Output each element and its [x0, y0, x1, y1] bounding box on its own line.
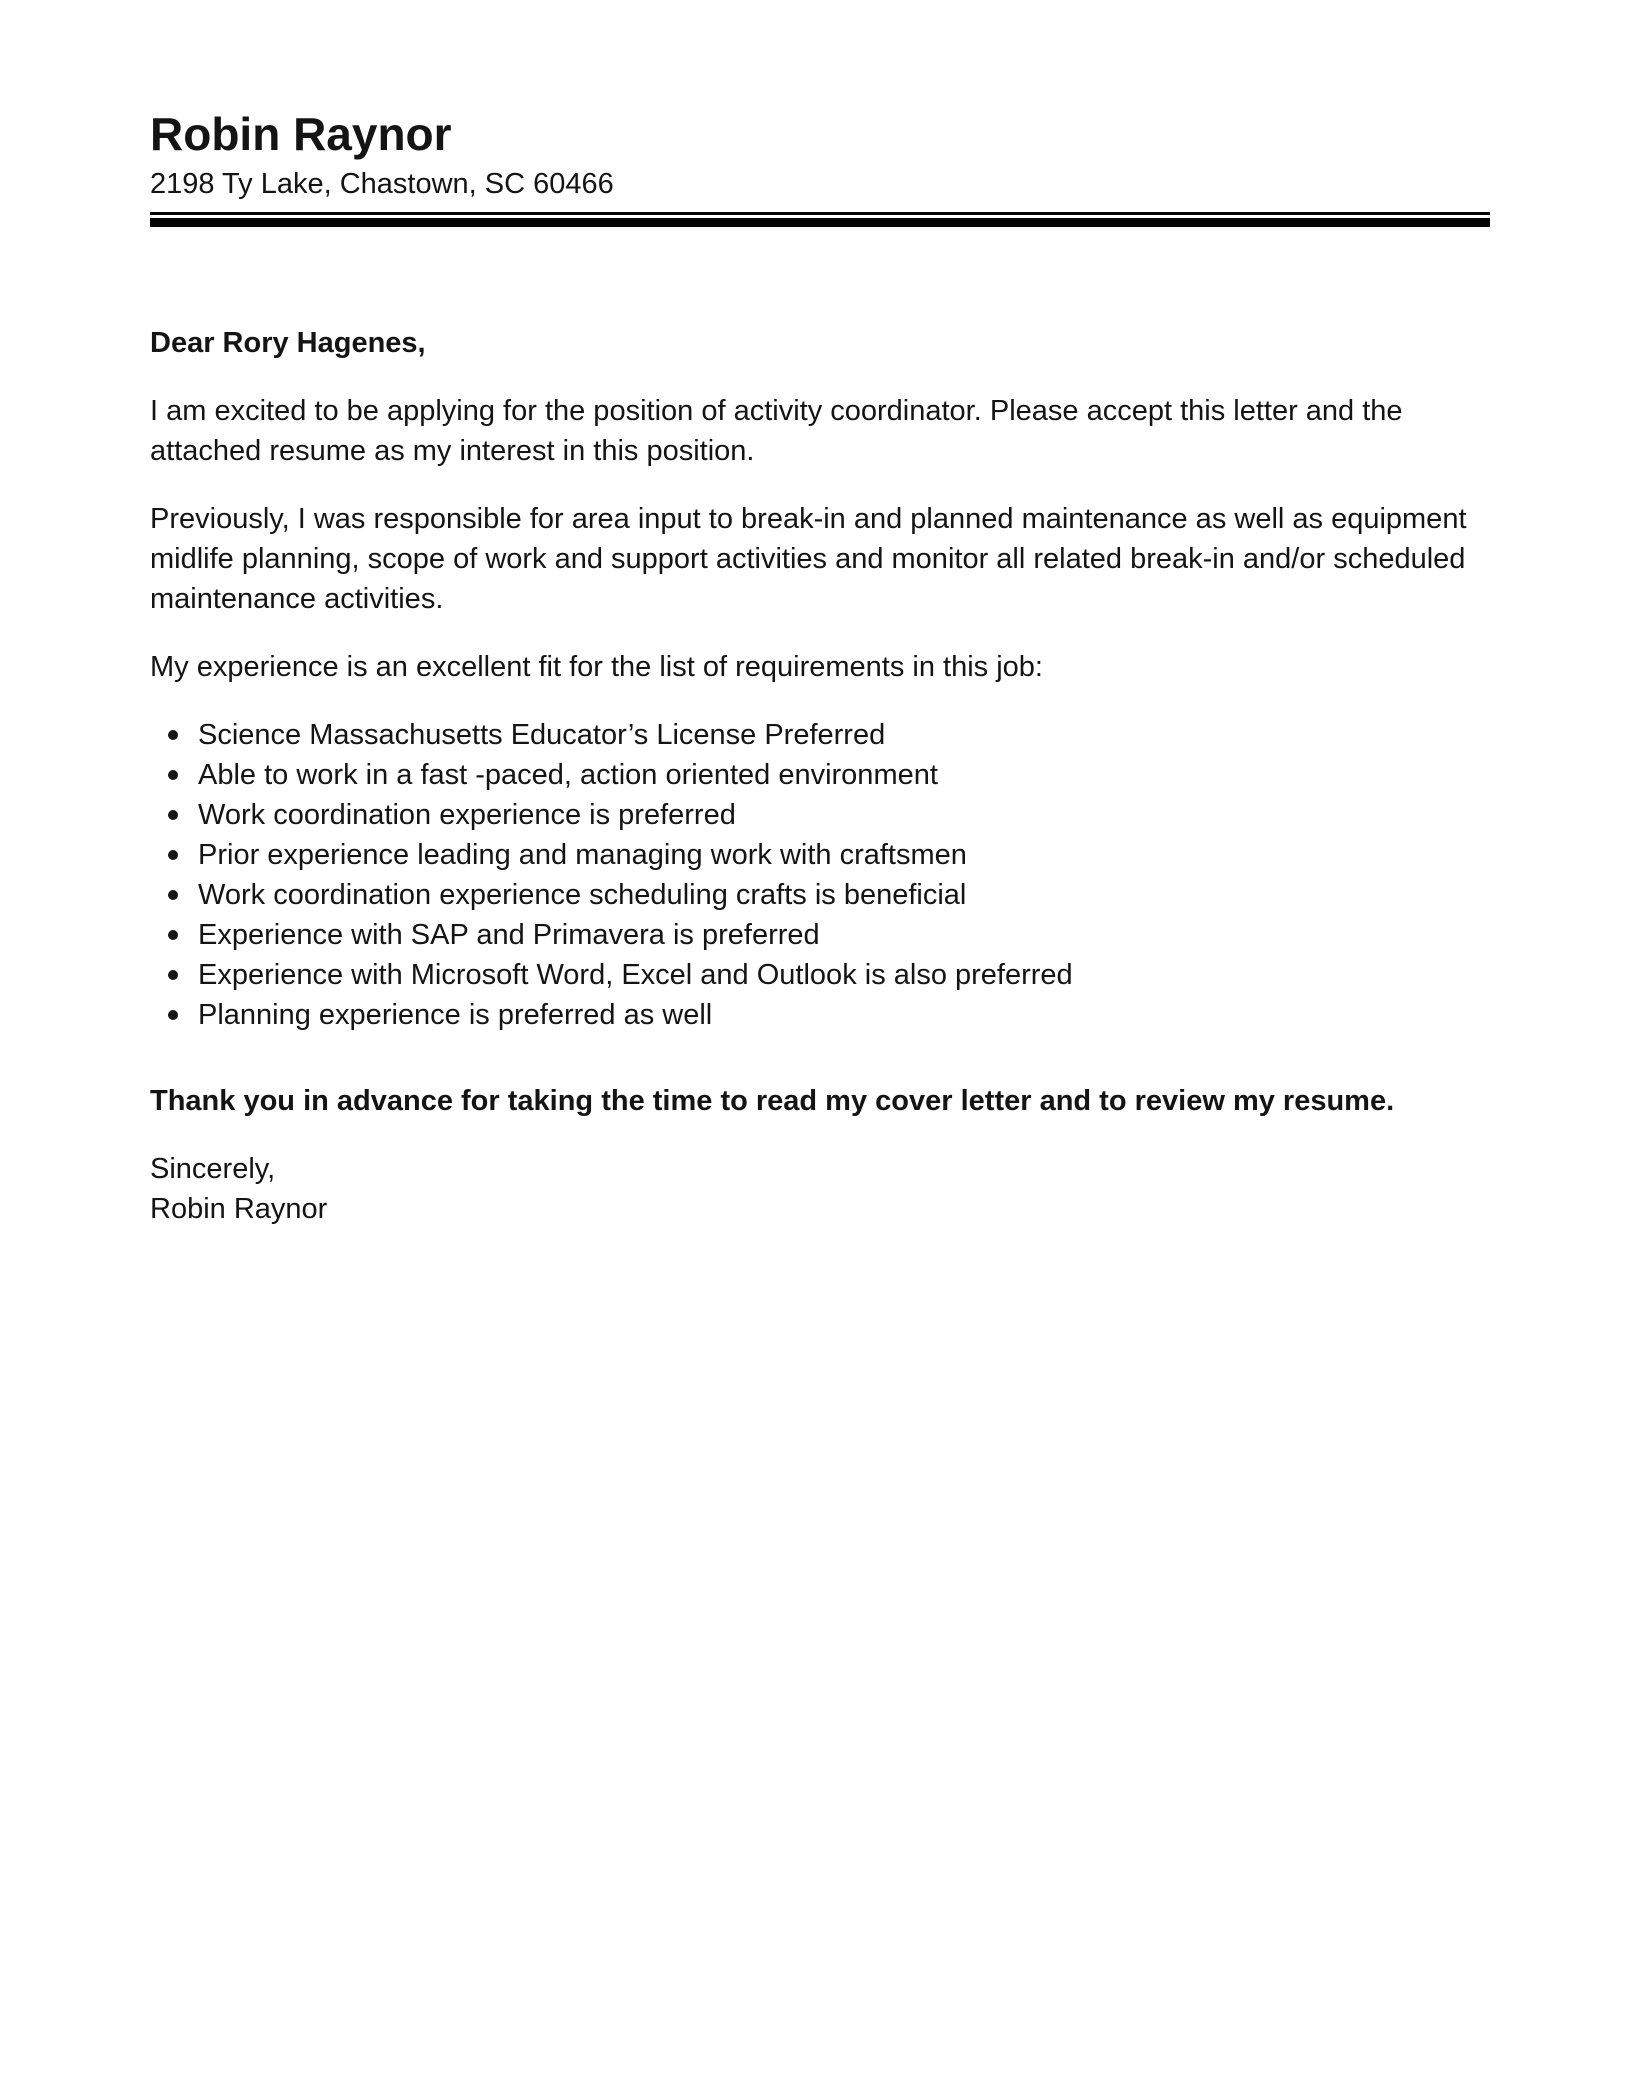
sender-address: 2198 Ty Lake, Chastown, SC 60466: [150, 168, 614, 200]
paragraph-fit: My experience is an excellent fit for the list of requirements in this job:: [150, 651, 1043, 683]
paragraph-experience: Previously, I was responsible for area input to break-in and planned maintenance as well as equipment midlife planning, scope of work and support activities and monitor all related break-in and/or scheduled maintenance activities.: [150, 503, 1467, 615]
header-divider: [150, 212, 1490, 227]
requirement-item: Planning experience is preferred as well: [150, 995, 1490, 1035]
letter-header: [150, 106, 1490, 227]
sender-name: Robin Raynor: [150, 108, 452, 160]
requirement-item: Work coordination experience scheduling crafts is beneficial: [150, 875, 1490, 915]
paragraph-intro: I am excited to be applying for the position of activity coordinator. Please accept this letter and the attached resume as my interest in this position.: [150, 395, 1403, 467]
requirements-list: [150, 715, 1490, 1035]
divider-thin-line: [150, 212, 1490, 215]
sign-off-block: [150, 1149, 1490, 1229]
requirement-item: Science Massachusetts Educator’s License Preferred: [150, 715, 1490, 755]
requirement-item: Experience with Microsoft Word, Excel and Outlook is also preferred: [150, 955, 1490, 995]
closing-thanks: Thank you in advance for taking the time to read my cover letter and to review my resume.: [150, 1085, 1395, 1117]
requirement-item: Able to work in a fast -paced, action oriented environment: [150, 755, 1490, 795]
signature-name: Robin Raynor: [150, 1193, 328, 1225]
requirement-item: Work coordination experience is preferred: [150, 795, 1490, 835]
divider-thick-line: [150, 218, 1490, 227]
letter-body: [150, 323, 1490, 1229]
greeting: Dear Rory Hagenes,: [150, 327, 426, 359]
sign-off: Sincerely,: [150, 1153, 276, 1185]
requirement-item: Prior experience leading and managing work with craftsmen: [150, 835, 1490, 875]
requirement-item: Experience with SAP and Primavera is preferred: [150, 915, 1490, 955]
